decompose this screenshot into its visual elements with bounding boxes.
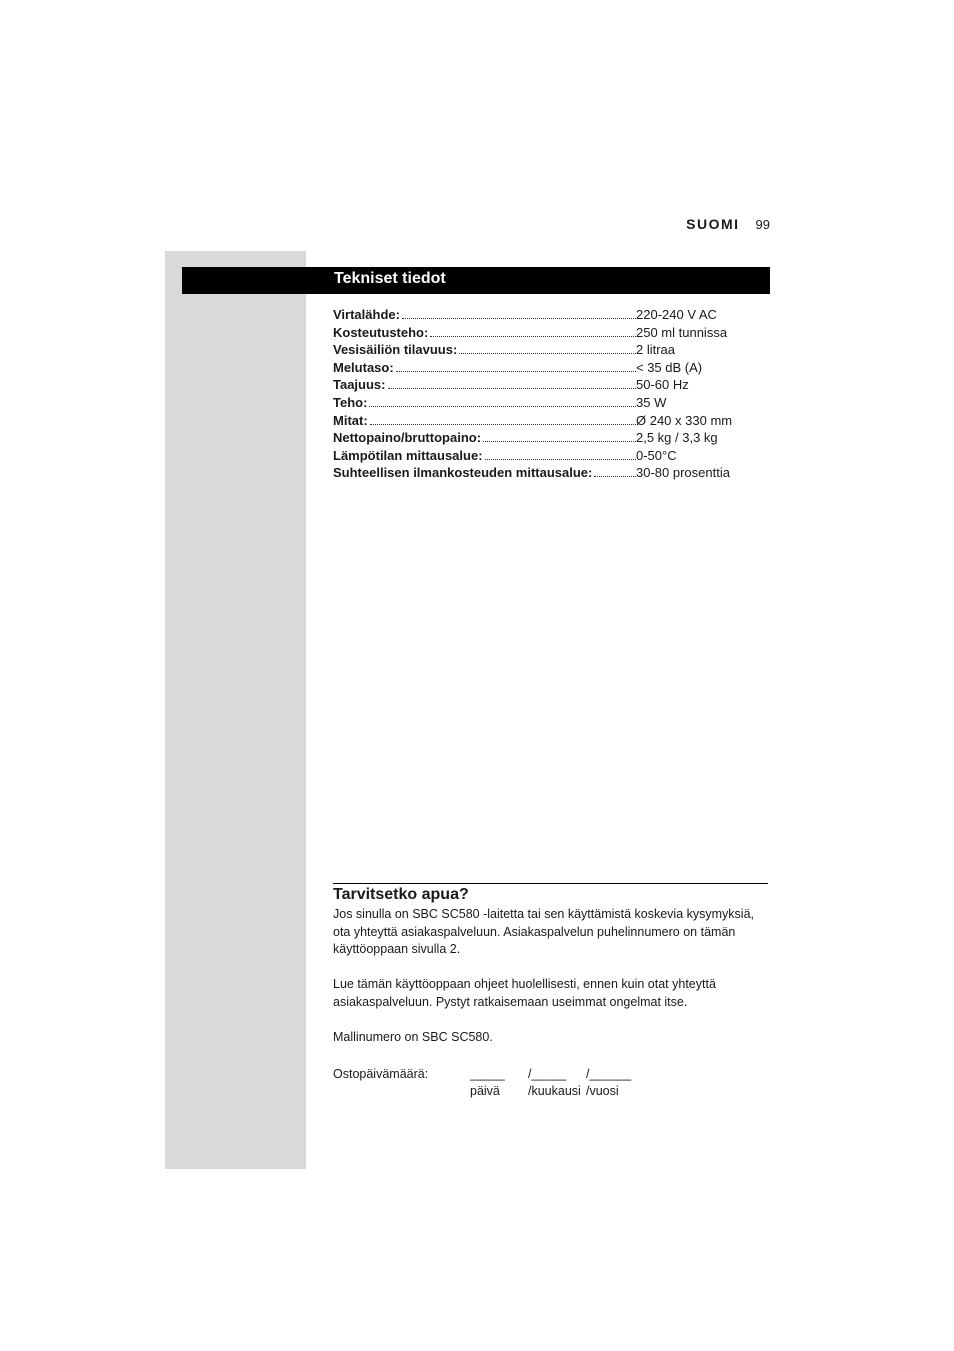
spec-row [333,359,773,377]
spec-value: 50-60 Hz [636,377,689,393]
spec-value: 220-240 V AC [636,307,717,322]
spec-label: Nettopaino/bruttopaino: [333,430,482,446]
purchase-date-label: Ostopäivämäärä: [333,1067,429,1081]
spec-value: < 35 dB (A) [636,359,703,375]
spec-row [333,429,773,447]
spec-row [333,394,773,412]
spec-label: Melutaso: [333,359,394,375]
section-title: Tekniset tiedot [334,270,446,287]
year-blank: /______ [586,1067,632,1081]
month-blank: /_____ [528,1067,567,1081]
specs-list [333,306,773,482]
model-number-text: Mallinumero on SBC SC580. [333,1030,493,1045]
spec-row [333,447,773,465]
spec-value: Ø 240 x 330 mm [636,412,733,428]
help-title: Tarvitsetko apua? [333,886,469,903]
spec-value: 2,5 kg / 3,3 kg [636,430,718,446]
spec-value: 0-50°C [636,447,677,463]
help-paragraph: Jos sinulla on SBC SC580 -laitetta tai sen käyttämistä koskevia kysymyksiä, ota yhteyttä asiakaspalveluun. Asiakaspalvelun puhelinnumero on tämän käyttöoppaan sivulla 2. [333,907,755,957]
month-label: /kuukausi [528,1084,581,1098]
page-header [686,216,770,232]
spec-row [333,306,773,324]
language-label: SUOMI [686,216,740,232]
spec-label: Kosteutusteho: [333,324,429,340]
spec-value: 35 W [636,394,667,410]
spec-label: Suhteellisen ilmankosteuden mittausalue: [333,465,593,481]
spec-label: Mitat: [333,412,368,428]
year-label: /vuosi [586,1084,619,1098]
spec-label: Lämpötilan mittausalue: [333,447,483,463]
day-label: päivä [470,1084,500,1098]
spec-label: Virtalähde: [333,307,400,322]
day-blank: _____ [470,1067,505,1081]
spec-value: 2 litraa [636,342,676,358]
spec-value: 30-80 prosenttia [636,465,730,481]
section-header-bar [182,267,770,294]
purchase-date-row [333,1066,773,1106]
spec-label: Vesisäiliön tilavuus: [333,342,458,358]
spec-row [333,376,773,394]
help-body [333,906,773,1064]
spec-row [333,324,773,342]
section-divider [333,883,768,884]
spec-row [333,341,773,359]
spec-label: Taajuus: [333,377,386,393]
help-paragraph: Lue tämän käyttöoppaan ohjeet huolellisesti, ennen kuin otat yhteyttä asiakaspalveluun. Pystyt ratkaisemaan useimmat ongelmat itse. [333,977,716,1009]
spec-row [333,412,773,430]
page-number: 99 [755,217,770,232]
spec-label: Teho: [333,394,368,410]
spec-row [333,464,773,482]
spec-value: 250 ml tunnissa [636,324,728,340]
gray-sidebar [165,251,306,1169]
